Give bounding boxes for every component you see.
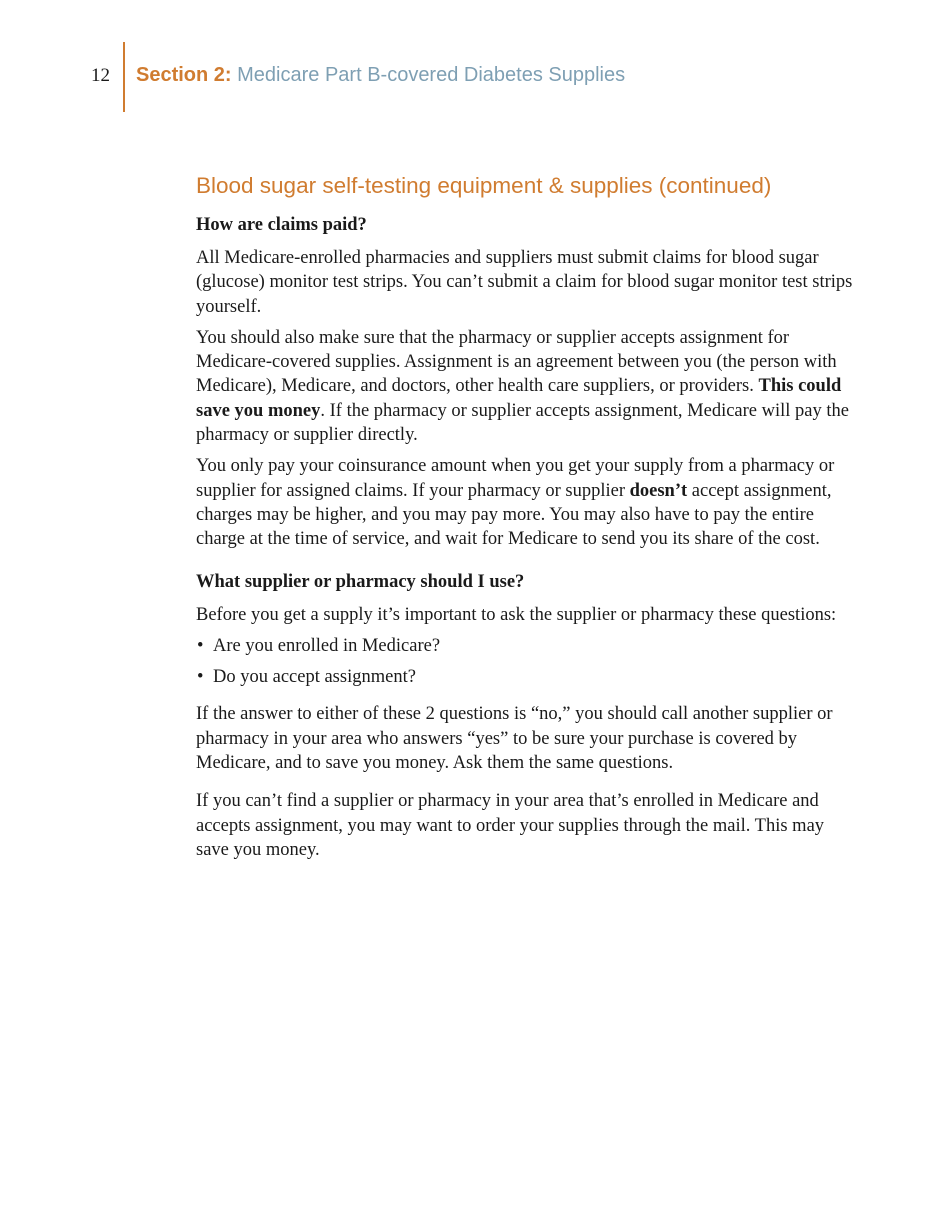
claims-paragraph-3-end: accept assignment, charges may be higher, and you may pay more. You may also have to pay the entire charge at the time of service, and wait for Medicare to send you its share of the cost. — [196, 480, 832, 550]
claims-paragraph-2-emphasis: This could save you money — [196, 376, 842, 421]
question-list — [196, 634, 860, 690]
supplier-paragraph-2: If you can’t find a supplier or pharmacy in your area that’s enrolled in Medicare and accepts assignment, you may want to order your supplies through the mail. This may save you money. — [196, 791, 825, 860]
section-header — [136, 62, 625, 88]
page-number: 12 — [91, 65, 110, 86]
supplier-intro: Before you get a supply it’s important to ask the supplier or pharmacy these questions: — [196, 604, 837, 625]
claims-paragraph-2-end: . If the pharmacy or supplier accepts assignment, Medicare will pay the pharmacy or supplier directly. — [196, 400, 849, 446]
header-divider — [123, 42, 125, 112]
section-title: Medicare Part B-covered Diabetes Supplies — [237, 64, 626, 86]
claims-paragraph-3-start: You only pay your coinsurance amount when you get your supply from a pharmacy or supplier for assigned claims. If your pharmacy or supplier — [196, 456, 835, 501]
claims-subheading: How are claims paid? — [196, 215, 367, 235]
section-label: Section 2: — [136, 64, 232, 86]
list-item: • Do you accept assignment? — [196, 665, 860, 689]
claims-paragraph-3 — [196, 454, 860, 551]
claims-paragraph-2 — [196, 326, 860, 447]
page-heading: Blood sugar self-testing equipment & supplies (continued) — [196, 173, 772, 198]
claims-paragraph-1: All Medicare-enrolled pharmacies and suppliers must submit claims for blood sugar (glucose) monitor test strips. You can’t submit a claim for blood sugar monitor test strips yourself. — [196, 248, 853, 317]
claims-paragraph-2-start: You should also make sure that the pharmacy or supplier accepts assignment for Medicare-covered supplies. Assignment is an agreement between you (the person with Medicare), Medicare, and doctors, other health care suppliers, or providers. — [196, 327, 837, 397]
supplier-subheading: What supplier or pharmacy should I use? — [196, 571, 525, 592]
supplier-paragraph-1: If the answer to either of these 2 questions is “no,” you should call another supplier or pharmacy in your area who answers “yes” to be sure your purchase is covered by Medicare, and to save you money. Ask them the same questions. — [196, 704, 833, 774]
claims-paragraph-3-emphasis: doesn’t — [629, 480, 688, 501]
list-item: • Are you enrolled in Medicare? — [196, 634, 860, 658]
main-content — [196, 171, 860, 869]
